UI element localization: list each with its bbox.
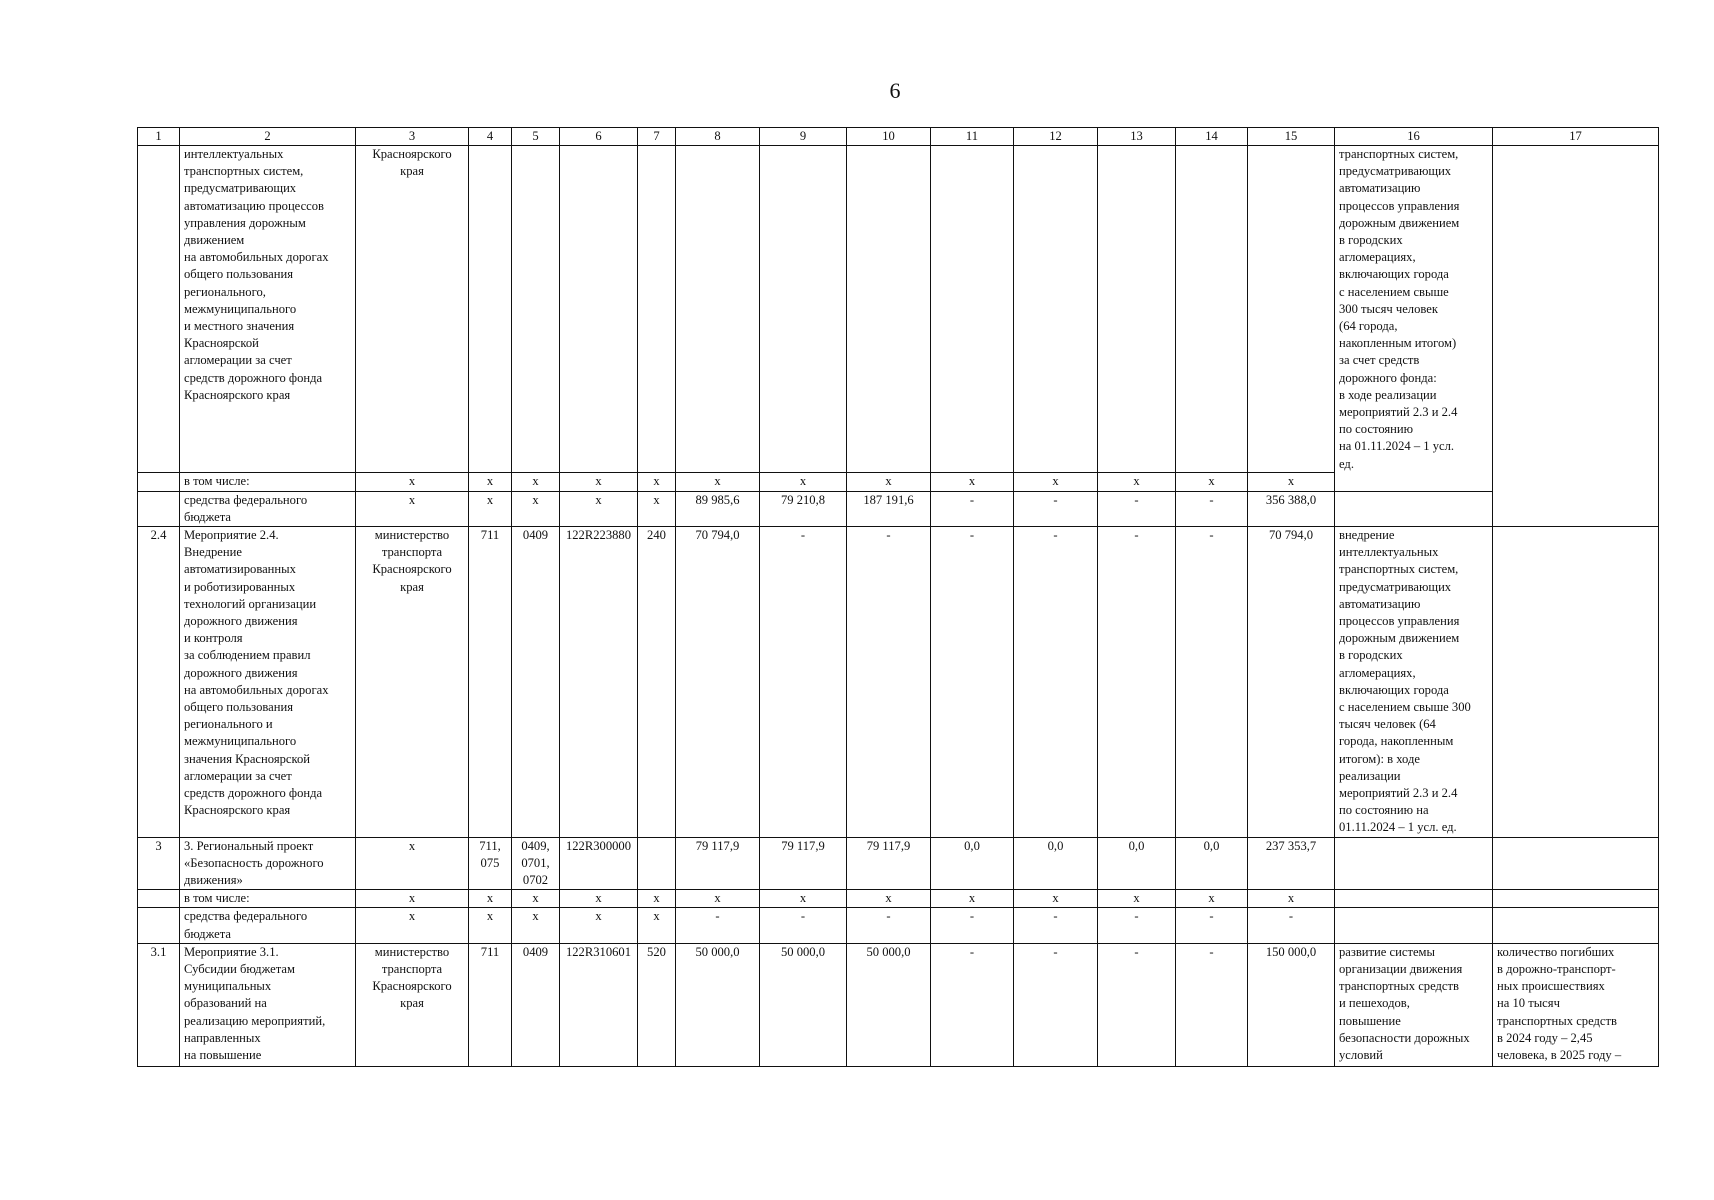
cell-col-9: 79 117,9 — [760, 837, 847, 890]
cell-col-4: х — [469, 491, 512, 526]
cell-col-13 — [1098, 146, 1176, 473]
cell-col-2: в том числе: — [180, 890, 356, 908]
cell-col-13: 0,0 — [1098, 837, 1176, 890]
cell-col-6: х — [560, 491, 638, 526]
cell-col-6: х — [560, 473, 638, 491]
cell-col-7: х — [638, 473, 676, 491]
col-header: 16 — [1335, 128, 1493, 146]
cell-col-17 — [1493, 473, 1659, 491]
cell-col-6: 122R310601 — [560, 943, 638, 1066]
cell-col-11: - — [931, 908, 1014, 943]
cell-col-8: 50 000,0 — [676, 943, 760, 1066]
col-header: 9 — [760, 128, 847, 146]
cell-col-3: х — [356, 837, 469, 890]
cell-col-9: - — [760, 908, 847, 943]
cell-col-13: - — [1098, 491, 1176, 526]
cell-col-12: - — [1014, 526, 1098, 837]
cell-col-3: х — [356, 473, 469, 491]
cell-col-16: транспортных систем, предусматривающих автоматизацию процессов управления дорожным движением в городских агломерациях, включающих города с населением свыше 300 тысяч человек (64 города, накопленным итогом) за счет средств дорожного фонда: в ходе реализации мероприятий 2.3 и 2.4 по состоянию на 01.11.2024 – 1 усл. ед. — [1335, 146, 1493, 473]
cell-col-10: 187 191,6 — [847, 491, 931, 526]
cell-col-5 — [512, 146, 560, 473]
col-header: 8 — [676, 128, 760, 146]
cell-col-16: внедрение интеллектуальных транспортных систем, предусматривающих автоматизацию процессов управления дорожным движением в городских агломерациях, включающих города с населением свыше 300 тысяч человек (64 города, накопленным итогом): в ходе реализации мероприятий 2.3 и 2.4 по состоянию на 01.11.2024 – 1 усл. ед. — [1335, 526, 1493, 837]
cell-col-5: 0409 — [512, 526, 560, 837]
cell-col-4: х — [469, 890, 512, 908]
cell-col-14: 0,0 — [1176, 837, 1248, 890]
cell-col-5: 0409, 0701, 0702 — [512, 837, 560, 890]
cell-col-1: 2.4 — [138, 526, 180, 837]
cell-col-16 — [1335, 837, 1493, 890]
cell-col-15: 70 794,0 — [1248, 526, 1335, 837]
cell-col-5: 0409 — [512, 943, 560, 1066]
cell-col-12: - — [1014, 943, 1098, 1066]
cell-col-8: 89 985,6 — [676, 491, 760, 526]
cell-col-8: - — [676, 908, 760, 943]
table-row — [138, 473, 1659, 491]
cell-col-12: 0,0 — [1014, 837, 1098, 890]
cell-col-11: х — [931, 890, 1014, 908]
cell-col-10: - — [847, 908, 931, 943]
cell-col-17 — [1493, 491, 1659, 526]
cell-col-3: министерство транспорта Красноярского края — [356, 526, 469, 837]
table-row — [138, 491, 1659, 526]
cell-col-12 — [1014, 146, 1098, 473]
cell-col-17 — [1493, 837, 1659, 890]
cell-col-2: Мероприятие 3.1. Субсидии бюджетам муниципальных образований на реализацию мероприятий, направленных на повышение — [180, 943, 356, 1066]
cell-col-6 — [560, 146, 638, 473]
cell-col-5: х — [512, 491, 560, 526]
cell-col-14: - — [1176, 491, 1248, 526]
table-row — [138, 890, 1659, 908]
cell-col-17 — [1493, 890, 1659, 908]
cell-col-16 — [1335, 491, 1493, 526]
cell-col-17 — [1493, 908, 1659, 943]
cell-col-16 — [1335, 473, 1493, 491]
col-header: 6 — [560, 128, 638, 146]
cell-col-11 — [931, 146, 1014, 473]
col-header: 14 — [1176, 128, 1248, 146]
cell-col-14: - — [1176, 908, 1248, 943]
col-header: 1 — [138, 128, 180, 146]
cell-col-13: - — [1098, 908, 1176, 943]
page-number: 6 — [889, 78, 901, 103]
cell-col-9: - — [760, 526, 847, 837]
cell-col-10: 50 000,0 — [847, 943, 931, 1066]
cell-col-1 — [138, 890, 180, 908]
cell-col-10: х — [847, 890, 931, 908]
cell-col-10 — [847, 146, 931, 473]
cell-col-6: 122R300000 — [560, 837, 638, 890]
cell-col-8: х — [676, 890, 760, 908]
cell-col-7: 520 — [638, 943, 676, 1066]
cell-col-9 — [760, 146, 847, 473]
cell-col-6: х — [560, 890, 638, 908]
budget-table — [137, 127, 1659, 1067]
cell-col-14 — [1176, 146, 1248, 473]
cell-col-4: 711, 075 — [469, 837, 512, 890]
cell-col-7: х — [638, 908, 676, 943]
cell-col-1 — [138, 491, 180, 526]
cell-col-13: - — [1098, 943, 1176, 1066]
cell-col-9: 79 210,8 — [760, 491, 847, 526]
cell-col-1 — [138, 908, 180, 943]
cell-col-3: х — [356, 491, 469, 526]
cell-col-2: в том числе: — [180, 473, 356, 491]
cell-col-3: х — [356, 908, 469, 943]
cell-col-7: х — [638, 491, 676, 526]
cell-col-10: 79 117,9 — [847, 837, 931, 890]
cell-col-2: средства федерального бюджета — [180, 908, 356, 943]
cell-col-17 — [1493, 526, 1659, 837]
cell-col-12: х — [1014, 890, 1098, 908]
cell-col-5: х — [512, 908, 560, 943]
cell-col-17: количество погибших в дорожно-транспорт- ных происшествиях на 10 тысяч транспортных средств в 2024 году – 2,45 человека, в 2025 году – — [1493, 943, 1659, 1066]
cell-col-9: х — [760, 890, 847, 908]
cell-col-16 — [1335, 908, 1493, 943]
cell-col-15: 237 353,7 — [1248, 837, 1335, 890]
table-row — [138, 908, 1659, 943]
cell-col-11: - — [931, 526, 1014, 837]
cell-col-4: 711 — [469, 526, 512, 837]
cell-col-12: - — [1014, 491, 1098, 526]
cell-col-15: х — [1248, 890, 1335, 908]
col-header: 12 — [1014, 128, 1098, 146]
cell-col-14: х — [1176, 473, 1248, 491]
cell-col-3: х — [356, 890, 469, 908]
cell-col-2: средства федерального бюджета — [180, 491, 356, 526]
cell-col-9: х — [760, 473, 847, 491]
cell-col-13: - — [1098, 526, 1176, 837]
cell-col-15: х — [1248, 473, 1335, 491]
cell-col-10: х — [847, 473, 931, 491]
cell-col-17 — [1493, 146, 1659, 473]
cell-col-16 — [1335, 890, 1493, 908]
cell-col-10: - — [847, 526, 931, 837]
cell-col-15: 356 388,0 — [1248, 491, 1335, 526]
cell-col-14: х — [1176, 890, 1248, 908]
cell-col-5: х — [512, 473, 560, 491]
cell-col-2: Мероприятие 2.4. Внедрение автоматизированных и роботизированных технологий организации дорожного движения и контроля за соблюдением правил дорожного движения на автомобильных дорогах общего пользования регионального и межмуниципального значения Красноярской агломерации за счет средств дорожного фонда Красноярского края — [180, 526, 356, 837]
table-row — [138, 943, 1659, 1066]
cell-col-7 — [638, 837, 676, 890]
col-header: 5 — [512, 128, 560, 146]
cell-col-1: 3 — [138, 837, 180, 890]
cell-col-1 — [138, 146, 180, 473]
cell-col-11: - — [931, 491, 1014, 526]
cell-col-12: - — [1014, 908, 1098, 943]
col-header: 11 — [931, 128, 1014, 146]
col-header: 7 — [638, 128, 676, 146]
col-header: 4 — [469, 128, 512, 146]
cell-col-3: Красноярского края — [356, 146, 469, 473]
cell-col-6: 122R223880 — [560, 526, 638, 837]
cell-col-6: х — [560, 908, 638, 943]
cell-col-15: - — [1248, 908, 1335, 943]
table-row — [138, 146, 1659, 473]
cell-col-4: 711 — [469, 943, 512, 1066]
cell-col-8: х — [676, 473, 760, 491]
table-row — [138, 526, 1659, 837]
cell-col-11: 0,0 — [931, 837, 1014, 890]
header-row — [138, 128, 1659, 146]
cell-col-2: 3. Региональный проект «Безопасность дорожного движения» — [180, 837, 356, 890]
cell-col-7: 240 — [638, 526, 676, 837]
col-header: 15 — [1248, 128, 1335, 146]
col-header: 17 — [1493, 128, 1659, 146]
cell-col-15 — [1248, 146, 1335, 473]
table-row — [138, 837, 1659, 890]
cell-col-4: х — [469, 908, 512, 943]
cell-col-7 — [638, 146, 676, 473]
cell-col-16: развитие системы организации движения транспортных средств и пешеходов, повышение безопасности дорожных условий — [1335, 943, 1493, 1066]
cell-col-8: 79 117,9 — [676, 837, 760, 890]
cell-col-13: х — [1098, 473, 1176, 491]
cell-col-8: 70 794,0 — [676, 526, 760, 837]
cell-col-9: 50 000,0 — [760, 943, 847, 1066]
cell-col-15: 150 000,0 — [1248, 943, 1335, 1066]
cell-col-4: х — [469, 473, 512, 491]
cell-col-11: х — [931, 473, 1014, 491]
cell-col-14: - — [1176, 526, 1248, 837]
col-header: 13 — [1098, 128, 1176, 146]
cell-col-4 — [469, 146, 512, 473]
cell-col-1: 3.1 — [138, 943, 180, 1066]
cell-col-8 — [676, 146, 760, 473]
cell-col-2: интеллектуальных транспортных систем, предусматривающих автоматизацию процессов управления дорожным движением на автомобильных дорогах общего пользования регионального, межмуниципального и местного значения Красноярской агломерации за счет средств дорожного фонда Красноярского края — [180, 146, 356, 473]
cell-col-3: министерство транспорта Красноярского края — [356, 943, 469, 1066]
cell-col-5: х — [512, 890, 560, 908]
cell-col-7: х — [638, 890, 676, 908]
col-header: 10 — [847, 128, 931, 146]
cell-col-12: х — [1014, 473, 1098, 491]
col-header: 2 — [180, 128, 356, 146]
cell-col-13: х — [1098, 890, 1176, 908]
col-header: 3 — [356, 128, 469, 146]
cell-col-1 — [138, 473, 180, 491]
cell-col-14: - — [1176, 943, 1248, 1066]
cell-col-11: - — [931, 943, 1014, 1066]
